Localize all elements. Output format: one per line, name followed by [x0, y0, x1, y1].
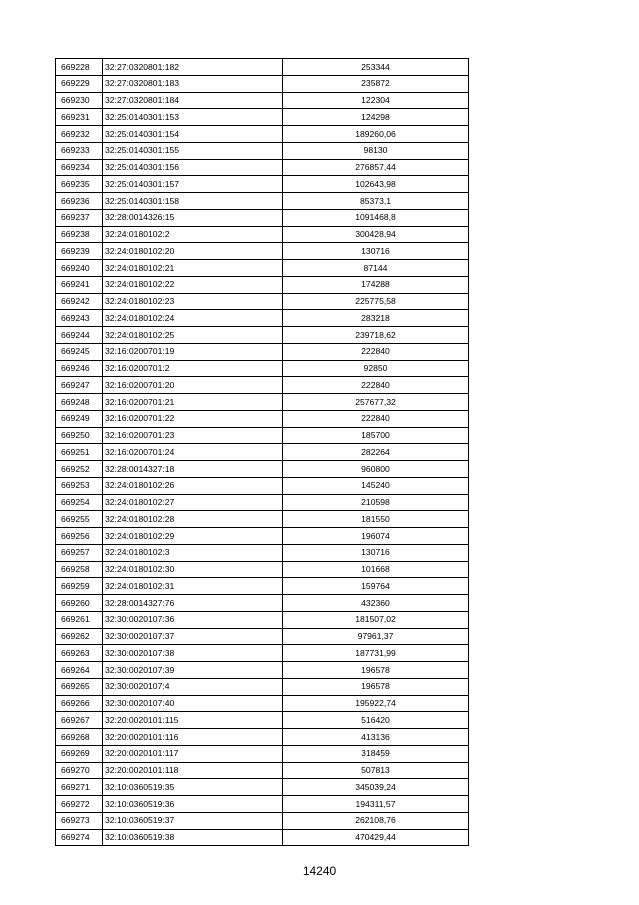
- table-row: [56, 745, 469, 762]
- record-id-cell: 669249: [56, 410, 103, 427]
- cadastral-number-cell: 32:30:0020107:36: [103, 611, 283, 628]
- record-id-cell: 669259: [56, 578, 103, 595]
- cadastral-number-cell: 32:24:0180102:24: [103, 310, 283, 327]
- value-cell: 187731,99: [283, 645, 469, 662]
- record-id-cell: 669236: [56, 193, 103, 210]
- table-row: [56, 327, 469, 344]
- value-cell: 960800: [283, 461, 469, 478]
- record-id-cell: 669239: [56, 243, 103, 260]
- value-cell: 101668: [283, 561, 469, 578]
- value-cell: 413136: [283, 729, 469, 746]
- cadastral-number-cell: 32:25:0140301:158: [103, 193, 283, 210]
- record-id-cell: 669233: [56, 142, 103, 159]
- table-row: [56, 176, 469, 193]
- cadastral-number-cell: 32:25:0140301:156: [103, 159, 283, 176]
- table-row: [56, 193, 469, 210]
- value-cell: 185700: [283, 427, 469, 444]
- record-id-cell: 669251: [56, 444, 103, 461]
- value-cell: 262108,76: [283, 812, 469, 829]
- value-cell: 225775,58: [283, 293, 469, 310]
- record-id-cell: 669245: [56, 343, 103, 360]
- cadastral-number-cell: 32:10:0360519:38: [103, 829, 283, 846]
- cadastral-number-cell: 32:20:0020101:117: [103, 745, 283, 762]
- record-id-cell: 669264: [56, 662, 103, 679]
- value-cell: 87144: [283, 260, 469, 277]
- record-id-cell: 669254: [56, 494, 103, 511]
- value-cell: 92850: [283, 360, 469, 377]
- table-row: [56, 92, 469, 109]
- value-cell: 239718,62: [283, 327, 469, 344]
- cadastral-number-cell: 32:24:0180102:20: [103, 243, 283, 260]
- record-id-cell: 669273: [56, 812, 103, 829]
- table-row: [56, 394, 469, 411]
- value-cell: 189260,06: [283, 126, 469, 143]
- value-cell: 196578: [283, 662, 469, 679]
- table-row: [56, 561, 469, 578]
- record-id-cell: 669271: [56, 779, 103, 796]
- cadastral-number-cell: 32:28:0014327:76: [103, 595, 283, 612]
- value-cell: 130716: [283, 544, 469, 561]
- value-cell: 300428,94: [283, 226, 469, 243]
- record-id-cell: 669274: [56, 829, 103, 846]
- table-row: [56, 293, 469, 310]
- record-id-cell: 669240: [56, 260, 103, 277]
- page-number: 14240: [302, 864, 337, 878]
- value-cell: 181507,02: [283, 611, 469, 628]
- cadastral-number-cell: 32:25:0140301:155: [103, 142, 283, 159]
- record-id-cell: 669272: [56, 796, 103, 813]
- table-row: [56, 779, 469, 796]
- record-id-cell: 669247: [56, 377, 103, 394]
- table-row: [56, 611, 469, 628]
- table-row: [56, 260, 469, 277]
- value-cell: 196074: [283, 528, 469, 545]
- record-id-cell: 669244: [56, 327, 103, 344]
- cadastral-number-cell: 32:24:0180102:23: [103, 293, 283, 310]
- record-id-cell: 669232: [56, 126, 103, 143]
- record-id-cell: 669237: [56, 209, 103, 226]
- record-id-cell: 669266: [56, 695, 103, 712]
- cadastral-number-cell: 32:24:0180102:27: [103, 494, 283, 511]
- value-cell: 210598: [283, 494, 469, 511]
- value-cell: 283218: [283, 310, 469, 327]
- table-row: [56, 595, 469, 612]
- record-id-cell: 669230: [56, 92, 103, 109]
- table-row: [56, 494, 469, 511]
- value-cell: 97961,37: [283, 628, 469, 645]
- table-row: [56, 578, 469, 595]
- cadastral-number-cell: 32:10:0360519:36: [103, 796, 283, 813]
- table-row: [56, 444, 469, 461]
- value-cell: 282264: [283, 444, 469, 461]
- value-cell: 145240: [283, 477, 469, 494]
- record-id-cell: 669257: [56, 544, 103, 561]
- cadastral-number-cell: 32:30:0020107:38: [103, 645, 283, 662]
- record-id-cell: 669235: [56, 176, 103, 193]
- cadastral-number-cell: 32:24:0180102:28: [103, 511, 283, 528]
- cadastral-number-cell: 32:24:0180102:21: [103, 260, 283, 277]
- table-row: [56, 477, 469, 494]
- cadastral-number-cell: 32:24:0180102:31: [103, 578, 283, 595]
- table-row: [56, 528, 469, 545]
- cadastral-number-cell: 32:25:0140301:154: [103, 126, 283, 143]
- record-id-cell: 669250: [56, 427, 103, 444]
- record-id-cell: 669255: [56, 511, 103, 528]
- value-cell: 98130: [283, 142, 469, 159]
- record-id-cell: 669263: [56, 645, 103, 662]
- record-id-cell: 669229: [56, 75, 103, 92]
- cadastral-number-cell: 32:10:0360519:35: [103, 779, 283, 796]
- cadastral-number-cell: 32:27:0320801:183: [103, 75, 283, 92]
- table-row: [56, 662, 469, 679]
- cadastral-number-cell: 32:16:0200701:24: [103, 444, 283, 461]
- record-id-cell: 669268: [56, 729, 103, 746]
- record-id-cell: 669253: [56, 477, 103, 494]
- record-id-cell: 669260: [56, 595, 103, 612]
- cadastral-number-cell: 32:16:0200701:20: [103, 377, 283, 394]
- table-row: [56, 427, 469, 444]
- record-id-cell: 669269: [56, 745, 103, 762]
- cadastral-number-cell: 32:16:0200701:19: [103, 343, 283, 360]
- record-id-cell: 669234: [56, 159, 103, 176]
- value-cell: 196578: [283, 678, 469, 695]
- record-id-cell: 669262: [56, 628, 103, 645]
- cadastral-number-cell: 32:20:0020101:115: [103, 712, 283, 729]
- record-id-cell: 669248: [56, 394, 103, 411]
- cadastral-number-cell: 32:24:0180102:30: [103, 561, 283, 578]
- cadastral-number-cell: 32:27:0320801:184: [103, 92, 283, 109]
- cadastral-number-cell: 32:20:0020101:118: [103, 762, 283, 779]
- value-cell: 257677,32: [283, 394, 469, 411]
- table-row: [56, 243, 469, 260]
- value-cell: 470429,44: [283, 829, 469, 846]
- record-id-cell: 669270: [56, 762, 103, 779]
- value-cell: 432360: [283, 595, 469, 612]
- table-row: [56, 712, 469, 729]
- cadastral-number-cell: 32:16:0200701:2: [103, 360, 283, 377]
- cadastral-number-cell: 32:16:0200701:22: [103, 410, 283, 427]
- table-row: [56, 159, 469, 176]
- cadastral-number-cell: 32:24:0180102:3: [103, 544, 283, 561]
- table-row: [56, 461, 469, 478]
- record-id-cell: 669231: [56, 109, 103, 126]
- table-row: [56, 762, 469, 779]
- value-cell: 102643,98: [283, 176, 469, 193]
- cadastral-number-cell: 32:28:0014326:15: [103, 209, 283, 226]
- value-cell: 253344: [283, 59, 469, 76]
- cadastral-number-cell: 32:30:0020107:4: [103, 678, 283, 695]
- record-id-cell: 669238: [56, 226, 103, 243]
- table-row: [56, 276, 469, 293]
- value-cell: 124298: [283, 109, 469, 126]
- table-row: [56, 126, 469, 143]
- value-cell: 181550: [283, 511, 469, 528]
- cadastral-number-cell: 32:30:0020107:37: [103, 628, 283, 645]
- value-cell: 235872: [283, 75, 469, 92]
- table-row: [56, 310, 469, 327]
- record-id-cell: 669261: [56, 611, 103, 628]
- value-cell: 507813: [283, 762, 469, 779]
- cadastral-number-cell: 32:25:0140301:153: [103, 109, 283, 126]
- record-id-cell: 669241: [56, 276, 103, 293]
- value-cell: 318459: [283, 745, 469, 762]
- table-row: [56, 796, 469, 813]
- table-row: [56, 678, 469, 695]
- value-cell: 222840: [283, 343, 469, 360]
- value-cell: 85373,1: [283, 193, 469, 210]
- cadastral-number-cell: 32:16:0200701:21: [103, 394, 283, 411]
- table-row: [56, 695, 469, 712]
- table-row: [56, 829, 469, 846]
- cadastral-number-cell: 32:24:0180102:25: [103, 327, 283, 344]
- table-row: [56, 343, 469, 360]
- table-body: [56, 59, 469, 846]
- table-row: [56, 729, 469, 746]
- value-cell: 195922,74: [283, 695, 469, 712]
- table-row: [56, 209, 469, 226]
- table-row: [56, 511, 469, 528]
- cadastral-number-cell: 32:24:0180102:22: [103, 276, 283, 293]
- record-id-cell: 669256: [56, 528, 103, 545]
- record-id-cell: 669228: [56, 59, 103, 76]
- value-cell: 222840: [283, 377, 469, 394]
- table-row: [56, 812, 469, 829]
- table-row: [56, 377, 469, 394]
- record-id-cell: 669243: [56, 310, 103, 327]
- cadastral-number-cell: 32:30:0020107:39: [103, 662, 283, 679]
- table-row: [56, 142, 469, 159]
- table-row: [56, 59, 469, 76]
- value-cell: 222840: [283, 410, 469, 427]
- cadastral-number-cell: 32:24:0180102:29: [103, 528, 283, 545]
- cadastral-number-cell: 32:30:0020107:40: [103, 695, 283, 712]
- table-row: [56, 75, 469, 92]
- record-id-cell: 669267: [56, 712, 103, 729]
- record-id-cell: 669252: [56, 461, 103, 478]
- cadastral-number-cell: 32:24:0180102:26: [103, 477, 283, 494]
- value-cell: 122304: [283, 92, 469, 109]
- data-table: [55, 58, 469, 846]
- cadastral-number-cell: 32:20:0020101:116: [103, 729, 283, 746]
- value-cell: 194311,57: [283, 796, 469, 813]
- cadastral-number-cell: 32:28:0014327:18: [103, 461, 283, 478]
- table-row: [56, 628, 469, 645]
- table-row: [56, 544, 469, 561]
- cadastral-number-cell: 32:16:0200701:23: [103, 427, 283, 444]
- record-id-cell: 669246: [56, 360, 103, 377]
- cadastral-number-cell: 32:24:0180102:2: [103, 226, 283, 243]
- value-cell: 159764: [283, 578, 469, 595]
- cadastral-number-cell: 32:25:0140301:157: [103, 176, 283, 193]
- table-row: [56, 109, 469, 126]
- table-row: [56, 410, 469, 427]
- table-row: [56, 226, 469, 243]
- value-cell: 276857,44: [283, 159, 469, 176]
- value-cell: 1091468,8: [283, 209, 469, 226]
- record-id-cell: 669242: [56, 293, 103, 310]
- value-cell: 130716: [283, 243, 469, 260]
- record-id-cell: 669258: [56, 561, 103, 578]
- table-row: [56, 645, 469, 662]
- value-cell: 345039,24: [283, 779, 469, 796]
- table-row: [56, 360, 469, 377]
- value-cell: 516420: [283, 712, 469, 729]
- value-cell: 174288: [283, 276, 469, 293]
- cadastral-number-cell: 32:10:0360519:37: [103, 812, 283, 829]
- record-id-cell: 669265: [56, 678, 103, 695]
- cadastral-number-cell: 32:27:0320801:182: [103, 59, 283, 76]
